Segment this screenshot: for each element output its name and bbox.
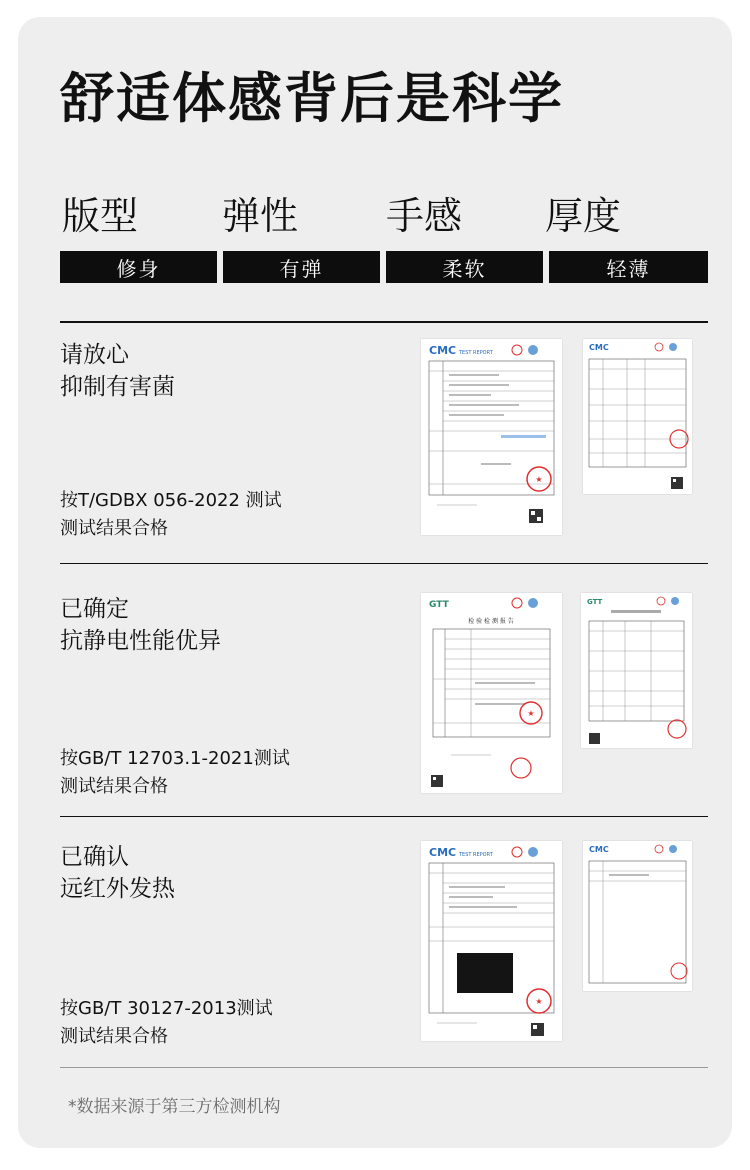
report-caption: TEST REPORT (459, 350, 493, 356)
svg-text:★: ★ (535, 997, 543, 1006)
section-1-standard: 按T/GDBX 056-2022 测试 (60, 490, 282, 511)
page-title: 舒适体感背后是科学 (60, 67, 564, 130)
footer-divider (60, 1067, 708, 1068)
svg-text:★: ★ (535, 475, 543, 484)
section-3-report-page-1 (421, 841, 562, 1041)
attr-fit-label: 版型 (62, 194, 139, 238)
attr-fit-value: 修身 (60, 251, 217, 283)
section-3-heading-line1: 已确认 (60, 844, 129, 870)
section-2-result: 测试结果合格 (60, 776, 168, 797)
data-source-footnote: *数据来源于第三方检测机构 (68, 1097, 281, 1117)
svg-text:CMC: CMC (589, 845, 609, 854)
report-caption: TEST REPORT (459, 852, 493, 858)
section-2-report-page-2 (581, 593, 692, 748)
attr-feel-value: 柔软 (386, 251, 543, 283)
svg-text:CMC: CMC (589, 343, 609, 352)
section-2-standard: 按GB/T 12703.1-2021测试 (60, 748, 290, 769)
section-1-result: 测试结果合格 (60, 518, 168, 539)
attr-thickness-value: 轻薄 (549, 251, 708, 283)
section-3-report-page-2 (583, 841, 692, 991)
attr-thickness-label: 厚度 (545, 194, 622, 238)
section-1-heading-line1: 请放心 (60, 342, 129, 368)
section-2-heading-line1: 已确定 (60, 596, 129, 622)
svg-text:CMC: CMC (429, 344, 457, 357)
section-2-heading-line2: 抗静电性能优异 (60, 628, 221, 654)
section-1-report-page-1 (421, 339, 562, 535)
section-1-report-page-2 (583, 339, 692, 494)
section-divider (60, 563, 708, 564)
section-3-result: 测试结果合格 (60, 1026, 168, 1047)
section-3-standard: 按GB/T 30127-2013测试 (60, 998, 273, 1019)
section-divider (60, 321, 708, 323)
svg-text:GTT: GTT (429, 600, 449, 610)
attr-elasticity-label: 弹性 (222, 194, 299, 238)
section-2-report-page-1 (421, 593, 562, 793)
section-3-heading-line2: 远红外发热 (60, 876, 175, 902)
svg-text:GTT: GTT (587, 598, 603, 606)
svg-text:★: ★ (527, 709, 535, 718)
section-1-heading-line2: 抑制有害菌 (60, 374, 175, 400)
svg-text:CMC: CMC (429, 846, 457, 859)
section-divider (60, 816, 708, 817)
attr-feel-label: 手感 (386, 194, 463, 238)
report-caption: 检 验 检 测 报 告 (468, 618, 514, 625)
attr-elasticity-value: 有弹 (223, 251, 380, 283)
